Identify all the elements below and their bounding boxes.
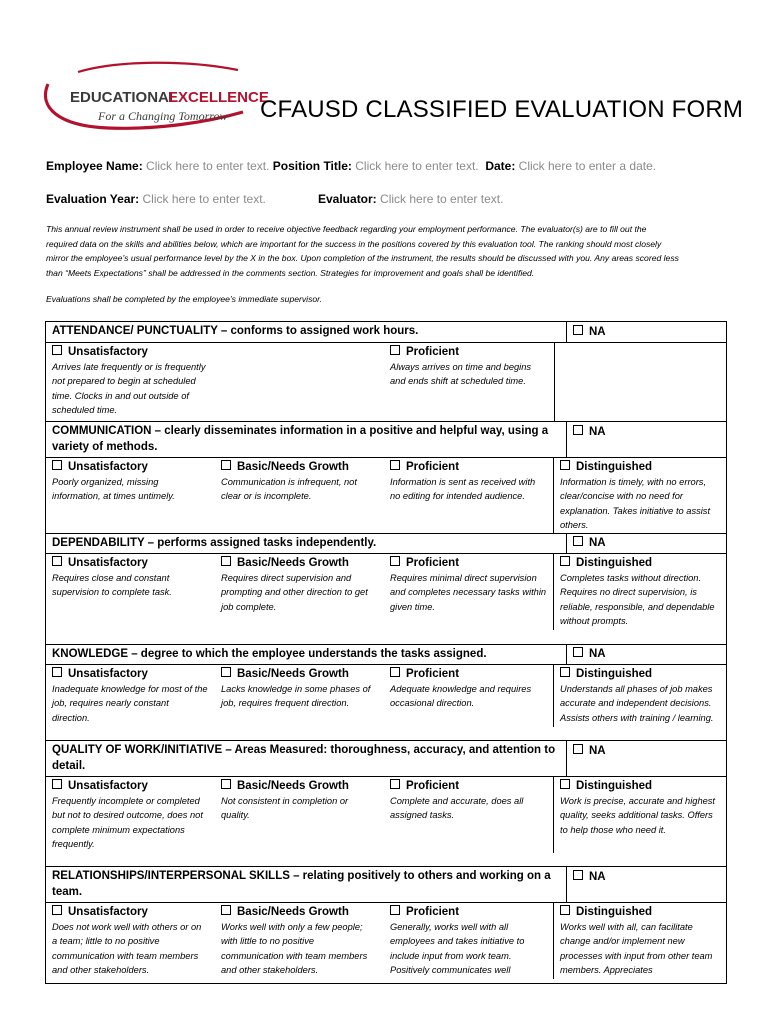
level-option[interactable]: Basic/Needs Growth <box>221 905 378 920</box>
level-option[interactable]: Basic/Needs Growth <box>221 556 378 571</box>
level-description: Requires minimal direct supervision and completes necessary tasks within given time. <box>390 573 547 612</box>
level-distinguished <box>553 458 723 534</box>
section-title: RELATIONSHIPS/INTERPERSONAL SKILLS – relating positively to others and working on a team. <box>52 870 551 898</box>
na-option[interactable]: NA <box>566 741 726 776</box>
svg-text:For a Changing Tomorrow: For a Changing Tomorrow <box>98 109 228 123</box>
na-option[interactable]: NA <box>566 534 726 553</box>
level-unsatisfactory <box>46 903 215 979</box>
section-knowledge <box>46 645 726 741</box>
educational-excellence-logo <box>38 62 269 134</box>
intro-line: required data on the skills and abilities below, which are important for the success in the positions covered by this evaluation tool. The ranking should most closely <box>46 238 662 249</box>
checkbox-icon[interactable] <box>573 870 583 880</box>
level-description: Work is precise, accurate and highest quality, seeks additional tasks. Offers to help those who need it. <box>560 796 716 835</box>
level-option[interactable]: Unsatisfactory <box>52 905 209 920</box>
level-description: Requires direct supervision and prompting and other direction to get job complete. <box>221 573 368 612</box>
checkbox-icon[interactable] <box>52 345 62 355</box>
checkbox-icon[interactable] <box>52 667 62 677</box>
employee-name-label: Employee Name: <box>46 159 143 173</box>
checkbox-icon[interactable] <box>221 667 231 677</box>
checkbox-icon[interactable] <box>221 779 231 789</box>
level-option[interactable]: Unsatisfactory <box>52 667 209 682</box>
level-option[interactable]: Proficient <box>390 556 547 571</box>
svg-text:EDUCATIONAL: EDUCATIONAL <box>70 89 179 106</box>
level-option[interactable]: Distinguished <box>560 905 717 920</box>
level-distinguished <box>553 665 723 727</box>
level-unsatisfactory <box>46 343 384 421</box>
level-option[interactable]: Basic/Needs Growth <box>221 667 378 682</box>
evaluator-row <box>318 192 503 206</box>
checkbox-icon[interactable] <box>390 779 400 789</box>
header-fields-row-2 <box>46 192 266 206</box>
header-fields-row-1 <box>46 159 656 173</box>
level-description: Requires close and constant supervision to complete task. <box>52 573 172 598</box>
checkbox-icon[interactable] <box>560 460 570 470</box>
level-description: Works well with all, can facilitate change and/or implement new processes with input from other team members. Appreciates <box>560 922 713 975</box>
date-field[interactable]: Click here to enter a date. <box>518 159 657 173</box>
level-basic <box>215 458 384 534</box>
employee-name-field[interactable]: Click here to enter text. <box>146 159 270 173</box>
level-description: Does not work well with others or on a team; little to no positive communication with team members and other stakeholders. <box>52 922 202 975</box>
checkbox-icon[interactable] <box>573 536 583 546</box>
level-description: Arrives late frequently or is frequently not prepared to begin at scheduled time. Clocks in and out outside of scheduled time. <box>52 362 206 415</box>
evaluation-grid <box>45 321 727 984</box>
level-description: Understands all phases of job makes accurate and independent decisions. Assists others with training / learning. <box>560 684 714 723</box>
checkbox-icon[interactable] <box>52 905 62 915</box>
level-description: Adequate knowledge and requires occasional direction. <box>390 684 532 709</box>
checkbox-icon[interactable] <box>560 556 570 566</box>
checkbox-icon[interactable] <box>573 425 583 435</box>
level-proficient <box>384 343 554 421</box>
position-title-field[interactable]: Click here to enter text. <box>355 159 479 173</box>
level-description: Generally, works well with all employees and takes initiative to include input from work team. Positively communicates well <box>390 922 525 975</box>
form-title: CFAUSD CLASSIFIED EVALUATION FORM <box>260 96 744 123</box>
level-description: Lacks knowledge in some phases of job, requires frequent direction. <box>221 684 371 709</box>
checkbox-icon[interactable] <box>52 460 62 470</box>
level-description: Inadequate knowledge for most of the job, requires nearly constant direction. <box>52 684 208 723</box>
level-unsatisfactory <box>46 554 215 630</box>
level-option[interactable]: Basic/Needs Growth <box>221 779 378 794</box>
level-proficient <box>384 665 553 727</box>
level-option[interactable]: Unsatisfactory <box>52 345 378 360</box>
position-title-label: Position Title: <box>272 159 352 173</box>
level-option[interactable]: Proficient <box>390 779 547 794</box>
na-option[interactable]: NA <box>566 867 726 902</box>
level-basic <box>215 777 384 853</box>
level-description: Information is timely, with no errors, clear/concise with no need for explanation. Takes initiative to assist others. <box>560 477 711 530</box>
level-option[interactable]: Unsatisfactory <box>52 779 209 794</box>
na-option[interactable]: NA <box>566 422 726 457</box>
level-unsatisfactory <box>46 665 215 727</box>
checkbox-icon[interactable] <box>390 460 400 470</box>
section-title: DEPENDABILITY – performs assigned tasks independently. <box>52 537 377 549</box>
level-basic <box>215 554 384 630</box>
section-title: QUALITY OF WORK/INITIATIVE – Areas Measured: thoroughness, accuracy, and attention to detail. <box>52 744 556 772</box>
section-title: ATTENDANCE/ PUNCTUALITY – conforms to assigned work hours. <box>52 325 419 337</box>
section-quality-of-work <box>46 741 726 867</box>
level-distinguished <box>553 777 723 853</box>
evaluator-label: Evaluator: <box>318 192 377 206</box>
checkbox-icon[interactable] <box>221 460 231 470</box>
level-option[interactable]: Proficient <box>390 460 547 475</box>
level-description: Frequently incomplete or completed but not to desired outcome, does not complete minimum expectations frequently. <box>52 796 203 849</box>
level-option[interactable]: Proficient <box>390 345 548 360</box>
intro-line: mirror the employee’s usual performance level by the X in the box. Upon completion of the instrument, the results should be discussed with you. Any areas scored less <box>46 253 679 264</box>
level-option[interactable]: Distinguished <box>560 667 717 682</box>
level-option[interactable]: Distinguished <box>560 556 717 571</box>
level-description: Works well with only a few people; with little to no positive communication with team members and other stakeholders. <box>221 922 368 975</box>
level-option[interactable]: Distinguished <box>560 460 717 475</box>
level-distinguished <box>553 554 723 630</box>
checkbox-icon[interactable] <box>573 744 583 754</box>
level-description: Poorly organized, missing information, at times untimely. <box>52 477 175 502</box>
level-empty <box>554 343 724 421</box>
level-basic <box>215 665 384 727</box>
section-relationships <box>46 867 726 983</box>
checkbox-icon[interactable] <box>390 556 400 566</box>
checkbox-icon[interactable] <box>560 667 570 677</box>
checkbox-icon[interactable] <box>52 779 62 789</box>
na-option[interactable]: NA <box>566 322 726 342</box>
level-proficient <box>384 777 553 853</box>
level-proficient <box>384 554 553 630</box>
level-description: Not consistent in completion or quality. <box>221 796 349 821</box>
na-option[interactable]: NA <box>566 645 726 664</box>
level-description: Communication is infrequent, not clear or is incomplete. <box>221 477 357 502</box>
checkbox-icon[interactable] <box>560 779 570 789</box>
level-description: Information is sent as received with no editing for intended audience. <box>390 477 536 502</box>
level-unsatisfactory <box>46 458 215 534</box>
evaluation-year-field[interactable]: Click here to enter text. <box>142 192 266 206</box>
checkbox-icon[interactable] <box>560 905 570 915</box>
level-distinguished <box>553 903 723 979</box>
evaluator-field[interactable]: Click here to enter text. <box>380 192 504 206</box>
level-basic <box>215 903 384 979</box>
section-dependability <box>46 534 726 645</box>
section-title: KNOWLEDGE – degree to which the employee understands the tasks assigned. <box>52 648 487 660</box>
level-unsatisfactory <box>46 777 215 853</box>
svg-text:EXCELLENCE: EXCELLENCE <box>168 89 269 106</box>
checkbox-icon[interactable] <box>390 345 400 355</box>
level-proficient <box>384 458 553 534</box>
supervisor-note: Evaluations shall be completed by the employee’s immediate supervisor. <box>46 294 323 304</box>
intro-paragraph <box>46 222 736 280</box>
section-title: COMMUNICATION – clearly disseminates information in a positive and helpful way, using a variety of methods. <box>52 425 549 453</box>
intro-line: than “Meets Expectations” shall be addressed in the comments section. Strategies for improvement and goals shall be identified. <box>46 267 535 278</box>
level-option[interactable]: Proficient <box>390 667 547 682</box>
checkbox-icon[interactable] <box>573 647 583 657</box>
checkbox-icon[interactable] <box>573 325 583 335</box>
level-option[interactable]: Distinguished <box>560 779 717 794</box>
level-option[interactable]: Unsatisfactory <box>52 556 209 571</box>
level-description: Complete and accurate, does all assigned tasks. <box>390 796 524 821</box>
intro-line: This annual review instrument shall be used in order to receive objective feedback regarding your employment performance. The evaluator(s) are to fill out the <box>46 224 647 234</box>
checkbox-icon[interactable] <box>221 556 231 566</box>
level-description: Completes tasks without direction. Requires no direct supervision, is reliable, responsible, and dependable without prompts. <box>560 573 715 626</box>
checkbox-icon[interactable] <box>221 905 231 915</box>
level-option[interactable]: Proficient <box>390 905 547 920</box>
checkbox-icon[interactable] <box>52 556 62 566</box>
evaluation-year-label: Evaluation Year: <box>46 192 140 206</box>
level-proficient <box>384 903 553 979</box>
level-description: Always arrives on time and begins and ends shift at scheduled time. <box>390 362 532 387</box>
checkbox-icon[interactable] <box>390 667 400 677</box>
date-label: Date: <box>485 159 516 173</box>
level-option[interactable]: Basic/Needs Growth <box>221 460 378 475</box>
level-option[interactable]: Unsatisfactory <box>52 460 209 475</box>
section-communication <box>46 422 726 534</box>
checkbox-icon[interactable] <box>390 905 400 915</box>
section-attendance <box>46 322 726 422</box>
